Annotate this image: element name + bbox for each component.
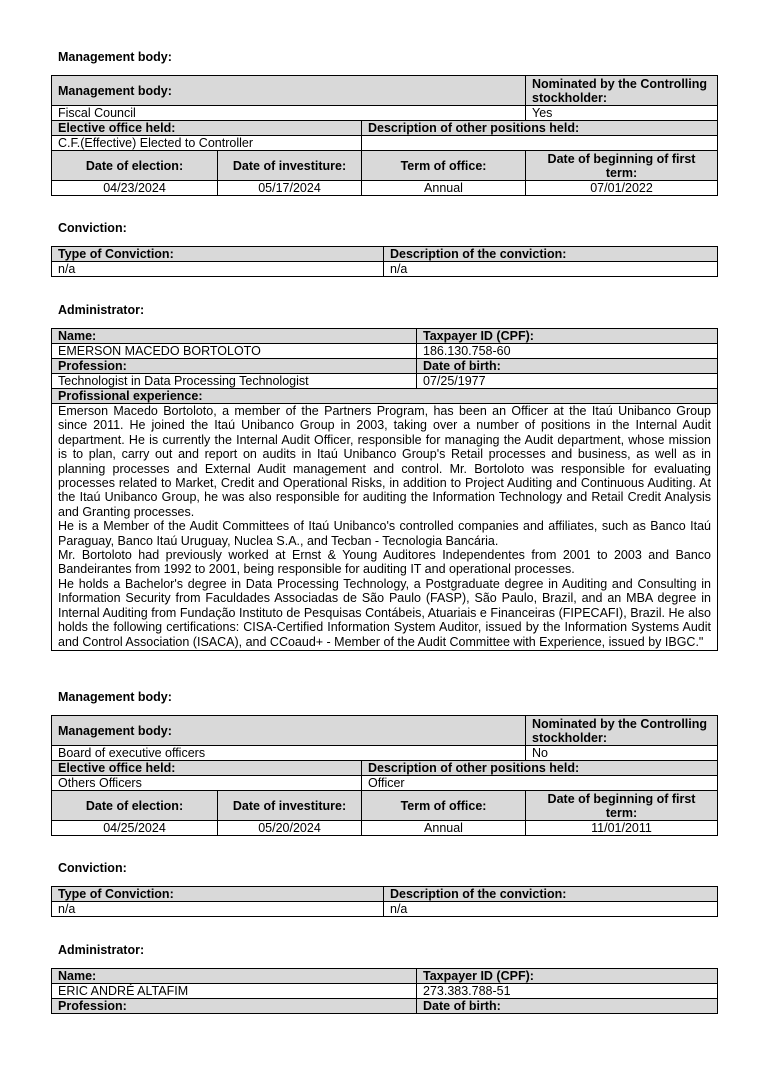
header-name: Name: — [52, 969, 417, 984]
administrator-name: ERIC ANDRÉ ALTAFIM — [52, 984, 417, 999]
experience-paragraphs: Emerson Macedo Bortoloto, a member of the Partners Program, has been an Officer at the Itaú Unibanco Group since 2011. He joined the Itaú Unibanco Group in 2003, taking over a number of positions in the Internal Audit department. He is currently the Internal Audit Officer, responsible for managing the Audit department, whose mission is to plan, carry out and report on audits in Itaú Unibanco Group's Retail processes and business, as well as in planning processes and External Audit management and control. Mr. Bortoloto was responsible for evaluating processes related to Market, Credit and Operational Risks, in addition to Project Auditing and Continuous Auditing. At the Itaú Unibanco Group, he was also responsible for auditing the Information Technology and Retail Credit Analysis and Granting processes. He is a Member of the Audit Committees of Itaú Unibanco's controlled companies and affiliates, such as Banco Itaú Paraguay, Banco Itaú Uruguay, Nuclea S.A., and Tecban - Tecnologia Bancária. Mr. Bortoloto had previously worked at Ernst & Young Auditores Independentes from 2001 to 2003 and Banco Bandeirantes from 1992 to 2001, being responsible for auditing IT and operational processes. He holds a Bachelor's degree in Data Processing Technology, a Postgraduate degree in Auditing and Consulting in Information Security from Faculdades Associadas de São Paulo (FASP), São Paulo, Brazil, and an MBA degree in Internal Auditing from Fundação Instituto de Pesquisas Contábeis, Atuariais e Financeiras (FIPECAFI), Brazil. He also holds the following certifications: CISA-Certified Information System Auditor, issued by the Information Systems Audit and Control Association (ISACA), and CCoaud+ - Member of the Audit Committee with Experience, issued by IBGC." — [58, 404, 711, 649]
administrator-table — [51, 328, 718, 651]
header-conviction-type: Type of Conviction: — [52, 247, 384, 262]
other-positions-value — [362, 136, 718, 151]
header-nominated: Nominated by the Controlling stockholder: — [526, 716, 718, 746]
header-date-election: Date of election: — [52, 791, 218, 821]
header-management-body: Management body: — [52, 716, 526, 746]
administrator-table-2 — [51, 968, 718, 1014]
section-title-conviction: Conviction: — [58, 221, 127, 235]
conviction-type-value: n/a — [52, 902, 384, 917]
date-election-value: 04/23/2024 — [52, 181, 218, 196]
date-election-value: 04/25/2024 — [52, 821, 218, 836]
header-date-of-birth: Date of birth: — [417, 359, 718, 374]
management-body-value: Board of executive officers — [52, 746, 526, 761]
conviction-description-value: n/a — [384, 262, 718, 277]
header-first-term: Date of beginning of first term: — [526, 151, 718, 181]
date-investiture-value: 05/20/2024 — [218, 821, 362, 836]
header-date-of-birth: Date of birth: — [417, 999, 718, 1014]
date-investiture-value: 05/17/2024 — [218, 181, 362, 196]
conviction-table — [51, 246, 718, 277]
header-other-positions: Description of other positions held: — [362, 761, 718, 776]
header-other-positions: Description of other positions held: — [362, 121, 718, 136]
elective-office-value: C.F.(Effective) Elected to Controller — [52, 136, 362, 151]
section-title-administrator-2: Administrator: — [58, 943, 145, 957]
header-date-investiture: Date of investiture: — [218, 791, 362, 821]
management-body-table — [51, 75, 718, 196]
header-date-election: Date of election: — [52, 151, 218, 181]
management-body-value: Fiscal Council — [52, 106, 526, 121]
conviction-type-value: n/a — [52, 262, 384, 277]
professional-experience-text — [52, 404, 718, 651]
other-positions-value: Officer — [362, 776, 718, 791]
first-term-value: 07/01/2022 — [526, 181, 718, 196]
header-nominated: Nominated by the Controlling stockholder: — [526, 76, 718, 106]
management-body-table-2 — [51, 715, 718, 836]
header-first-term: Date of beginning of first term: — [526, 791, 718, 821]
header-elective-office: Elective office held: — [52, 761, 362, 776]
taxpayer-id-value: 273.383.788-51 — [417, 984, 718, 999]
header-name: Name: — [52, 329, 417, 344]
taxpayer-id-value: 186.130.758-60 — [417, 344, 718, 359]
elective-office-value: Others Officers — [52, 776, 362, 791]
header-taxpayer-id: Taxpayer ID (CPF): — [417, 329, 718, 344]
conviction-description-value: n/a — [384, 902, 718, 917]
header-conviction-description: Description of the conviction: — [384, 247, 718, 262]
header-management-body: Management body: — [52, 76, 526, 106]
header-term-office: Term of office: — [362, 151, 526, 181]
term-office-value: Annual — [362, 821, 526, 836]
conviction-table-2 — [51, 886, 718, 917]
nominated-value: No — [526, 746, 718, 761]
profession-value: Technologist in Data Processing Technologist — [52, 374, 417, 389]
nominated-value: Yes — [526, 106, 718, 121]
header-term-office: Term of office: — [362, 791, 526, 821]
section-title-administrator: Administrator: — [58, 303, 145, 317]
term-office-value: Annual — [362, 181, 526, 196]
section-title-management-body: Management body: — [58, 50, 172, 64]
header-elective-office: Elective office held: — [52, 121, 362, 136]
header-taxpayer-id: Taxpayer ID (CPF): — [417, 969, 718, 984]
date-of-birth-value: 07/25/1977 — [417, 374, 718, 389]
first-term-value: 11/01/2011 — [526, 821, 718, 836]
header-conviction-description: Description of the conviction: — [384, 887, 718, 902]
section-title-conviction-2: Conviction: — [58, 861, 127, 875]
administrator-name: EMERSON MACEDO BORTOLOTO — [52, 344, 417, 359]
header-conviction-type: Type of Conviction: — [52, 887, 384, 902]
header-professional-experience: Profissional experience: — [52, 389, 718, 404]
section-title-management-body-2: Management body: — [58, 690, 172, 704]
header-date-investiture: Date of investiture: — [218, 151, 362, 181]
header-profession: Profession: — [52, 999, 417, 1014]
header-profession: Profession: — [52, 359, 417, 374]
